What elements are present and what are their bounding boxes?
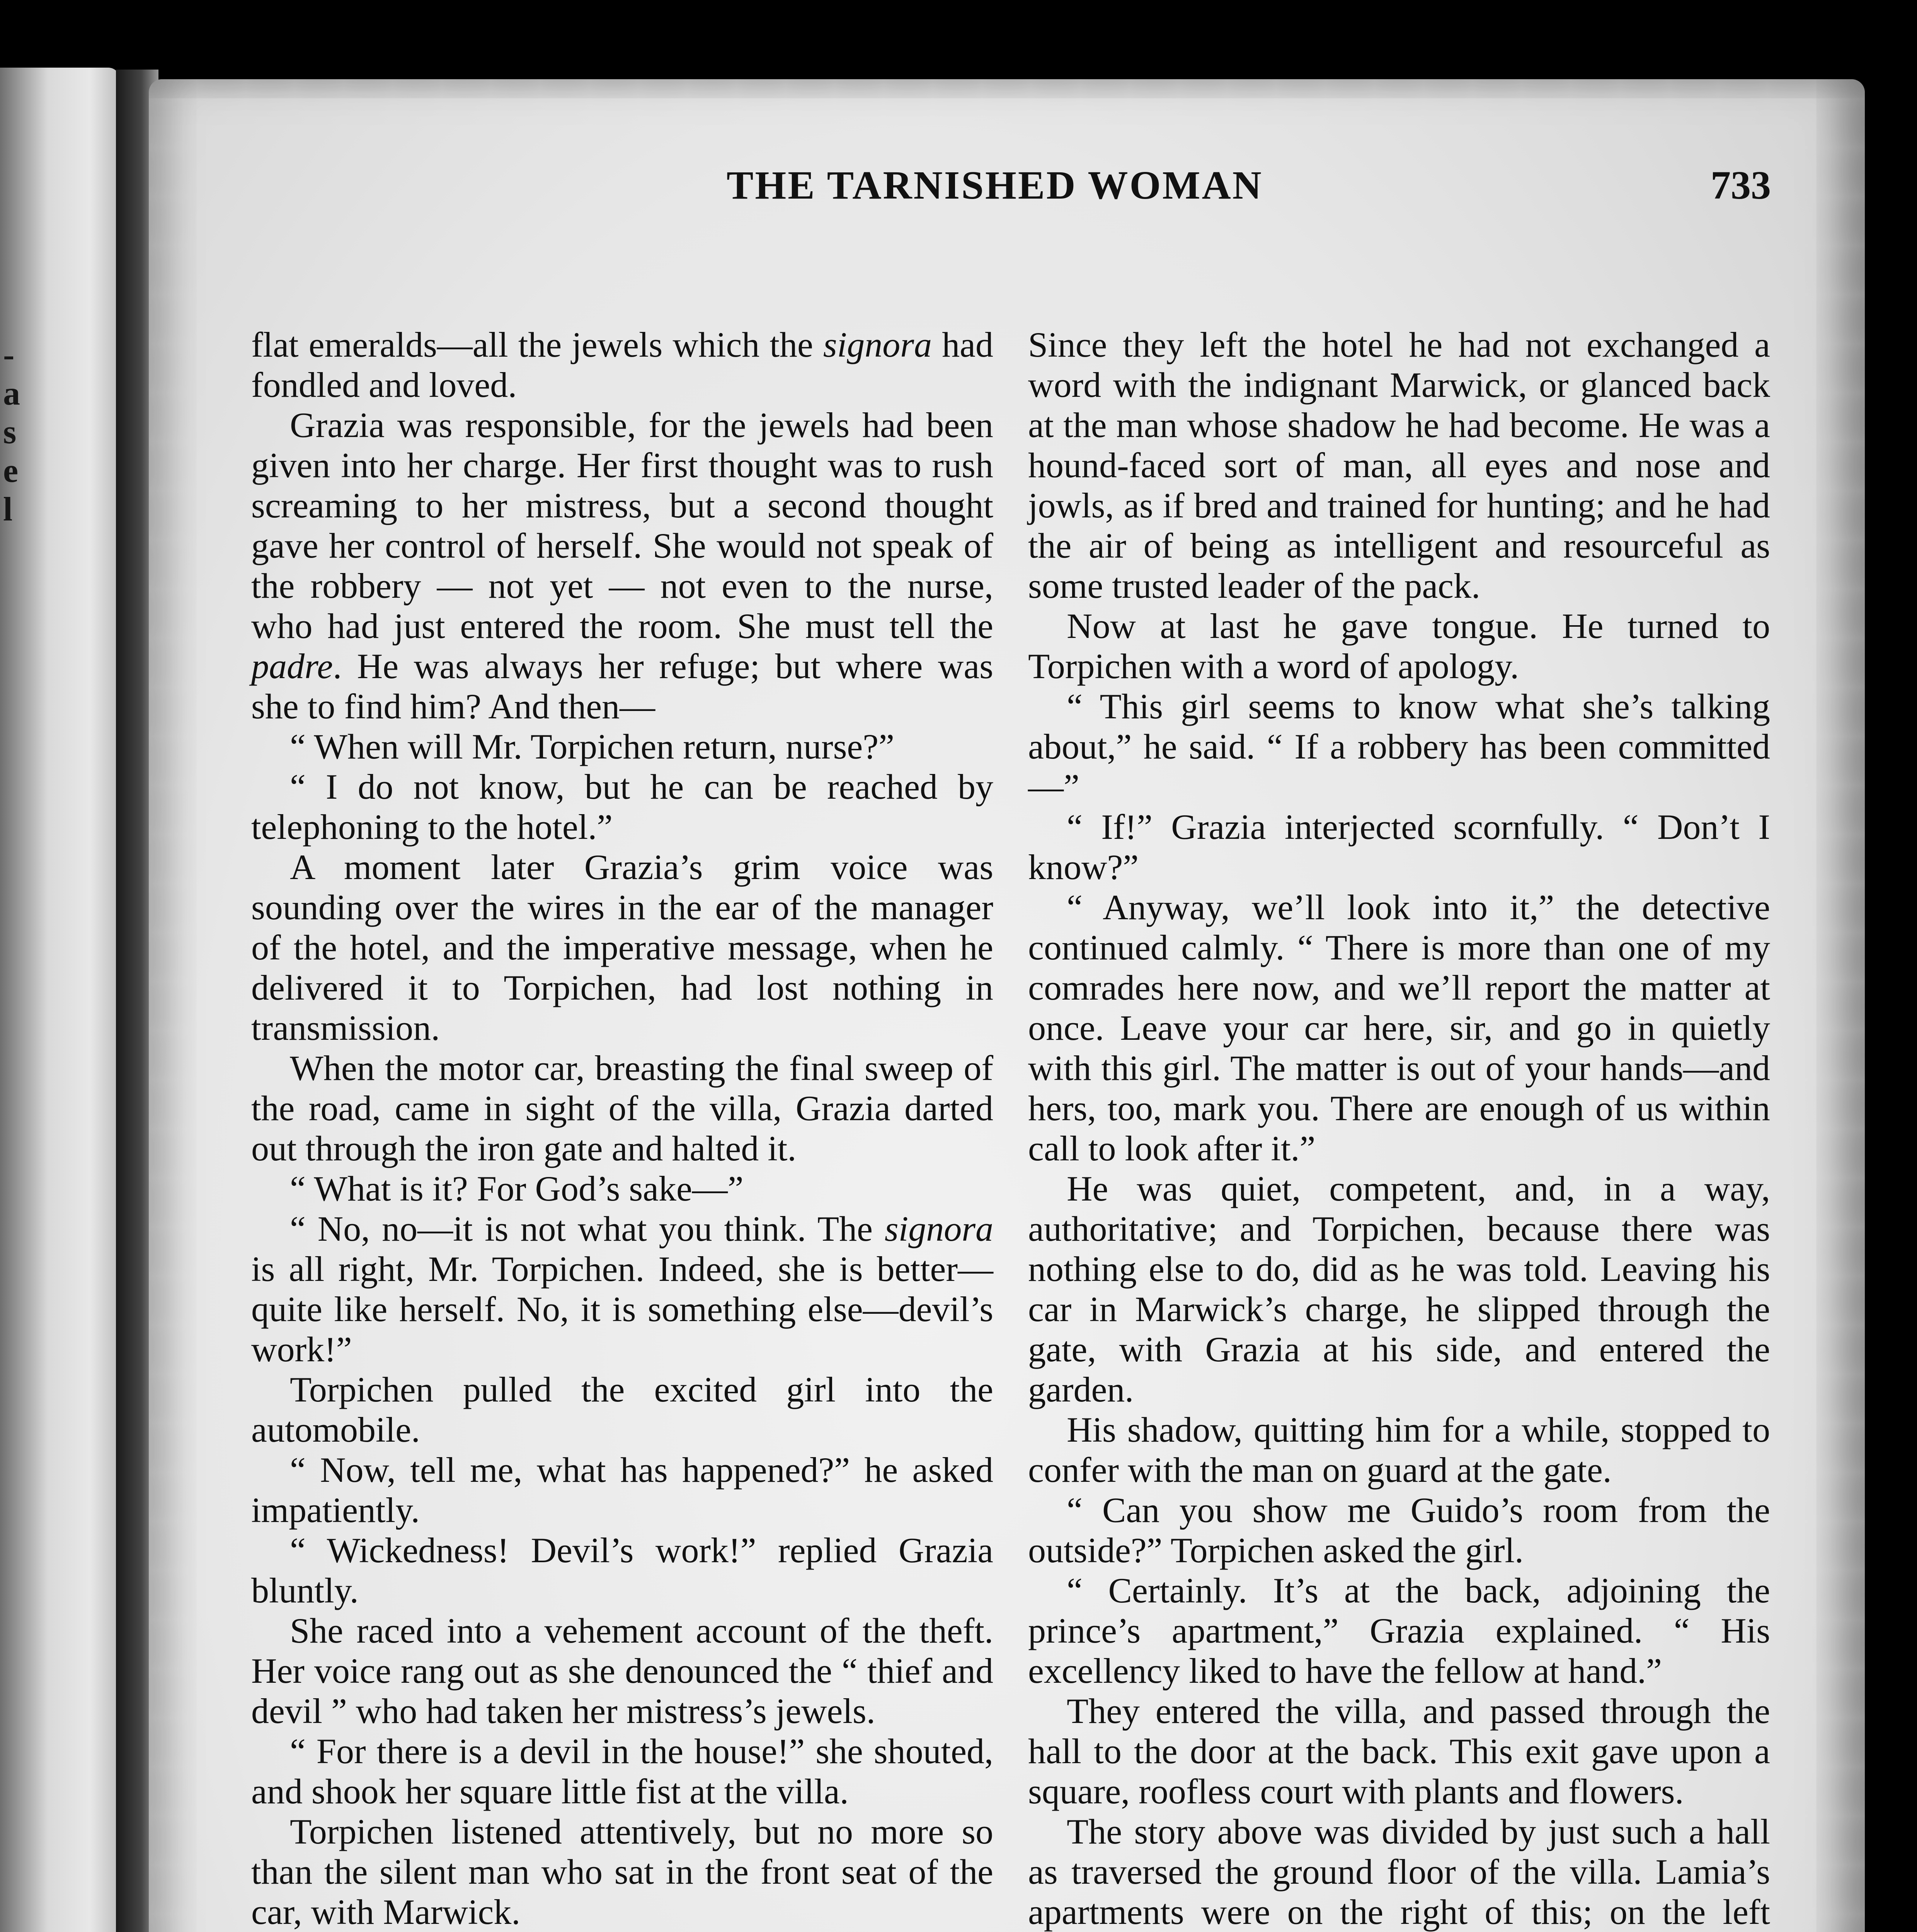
prev-page-fragment: e: [3, 454, 18, 488]
text-run: He was quiet, competent, and, in a way, authoritative; and Torpichen, because there was nothing else to do, did as he was told. Leaving his car in Marwick’s charge, he slipped through the gate, with Grazia at his side, and entered the garden.: [1028, 1169, 1770, 1409]
text-run: “ Certainly. It’s at the back, adjoining the prince’s apartment,” Grazia explained. “ His excellency liked to have the fellow at hand.”: [1028, 1571, 1770, 1690]
text-run: . He was always her refuge; but where was she to find him? And then—: [251, 646, 993, 726]
running-head: THE TARNISHED WOMAN: [727, 162, 1263, 208]
text-run: flat emeralds—all the jewels which the: [251, 325, 823, 364]
text-run: “ Can you show me Guido’s room from the outside?” Torpichen asked the girl.: [1028, 1490, 1770, 1570]
text-run: Since they left the hotel he had not exchanged a word with the indignant Marwick, or glanced back at the man whose shadow he had become. He was a hound-faced sort of man, all eyes and nose and jowls, as if bred and trained for hunting; and he had the air of being as intelligent and resourceful as some trusted leader of the pack.: [1028, 325, 1770, 605]
prev-page-fragment: l: [3, 493, 12, 527]
text-run: Torpichen pulled the excited girl into the automobile.: [251, 1370, 993, 1449]
italic-text-run: padre: [251, 646, 333, 686]
text-run: “ Anyway, we’ll look into it,” the detective continued calmly. “ There is more than one of my comrades here now, and we’ll report the matter at once. Leave your car here, sir, and go in quietly with this girl. The matter is out of your hands—and hers, too, mark you. There are enough of us within call to look after it.”: [1028, 888, 1770, 1168]
prev-page-fragment: a: [3, 377, 20, 411]
text-run: “ If!” Grazia interjected scornfully. “ Don’t I know?”: [1028, 807, 1770, 887]
text-run: She raced into a vehement account of the theft. Her voice rang out as she denounced the “ thief and devil ” who had taken her mistress’s jewels.: [251, 1611, 993, 1731]
text-run: “ I do not know, but he can be reached by telephoning to the hotel.”: [251, 767, 993, 847]
text-run: The story above was divided by just such a hall as traversed the ground floor of the villa. Lamia’s apartments were on the right of this; on the left: [1028, 1812, 1770, 1932]
italic-text-run: signora: [885, 1209, 993, 1248]
page-number: 733: [1711, 162, 1771, 208]
text-run: “ This girl seems to know what she’s talking about,” he said. “ If a robbery has been committed—”: [1028, 687, 1770, 806]
text-run: “ Now, tell me, what has happened?” he asked impatiently.: [251, 1450, 993, 1530]
text-run: His shadow, quitting him for a while, stopped to confer with the man on guard at the gate.: [1028, 1410, 1770, 1490]
prev-page-fragment: -: [3, 338, 14, 372]
text-run: had fondled and loved.: [251, 325, 993, 405]
text-run: is all right, Mr. Torpichen. Indeed, she is better—quite like herself. No, it is something else—devil’s work!”: [251, 1249, 993, 1369]
prev-page-fragment: s: [3, 415, 16, 449]
text-run: “ No, no—it is not what you think. The: [290, 1209, 885, 1248]
text-run: “ What is it? For God’s sake—”: [290, 1169, 744, 1208]
text-run: “ For there is a devil in the house!” she shouted, and shook her square little fist at the villa.: [251, 1731, 993, 1811]
text-run: When the motor car, breasting the final sweep of the road, came in sight of the villa, Grazia darted out through the iron gate and halted it.: [251, 1048, 993, 1168]
italic-text-run: signora: [823, 325, 932, 364]
text-run: “ When will Mr. Torpichen return, nurse?”: [290, 727, 894, 766]
text-run: “ Wickedness! Devil’s work!” replied Grazia bluntly.: [251, 1531, 993, 1610]
text-run: Grazia was responsible, for the jewels had been given into her charge. Her first thought was to rush screaming to her mistress, but a second thought gave her control of herself. She would not speak of the robbery — not yet — not even to the nurse, who had just entered the room. She must tell the: [251, 405, 993, 646]
text-run: A moment later Grazia’s grim voice was sounding over the wires in the ear of the manager of the hotel, and the imperative message, when he delivered it to Torpichen, had lost nothing in transmission.: [251, 847, 993, 1048]
text-run: They entered the villa, and passed through the hall to the door at the back. This exit gave upon a square, roofless court with plants and flowers.: [1028, 1691, 1770, 1811]
text-run: Now at last he gave tongue. He turned to Torpichen with a word of apology.: [1028, 606, 1770, 686]
text-run: Torpichen listened attentively, but no more so than the silent man who sat in the front seat of the car, with Marwick.: [251, 1812, 993, 1932]
